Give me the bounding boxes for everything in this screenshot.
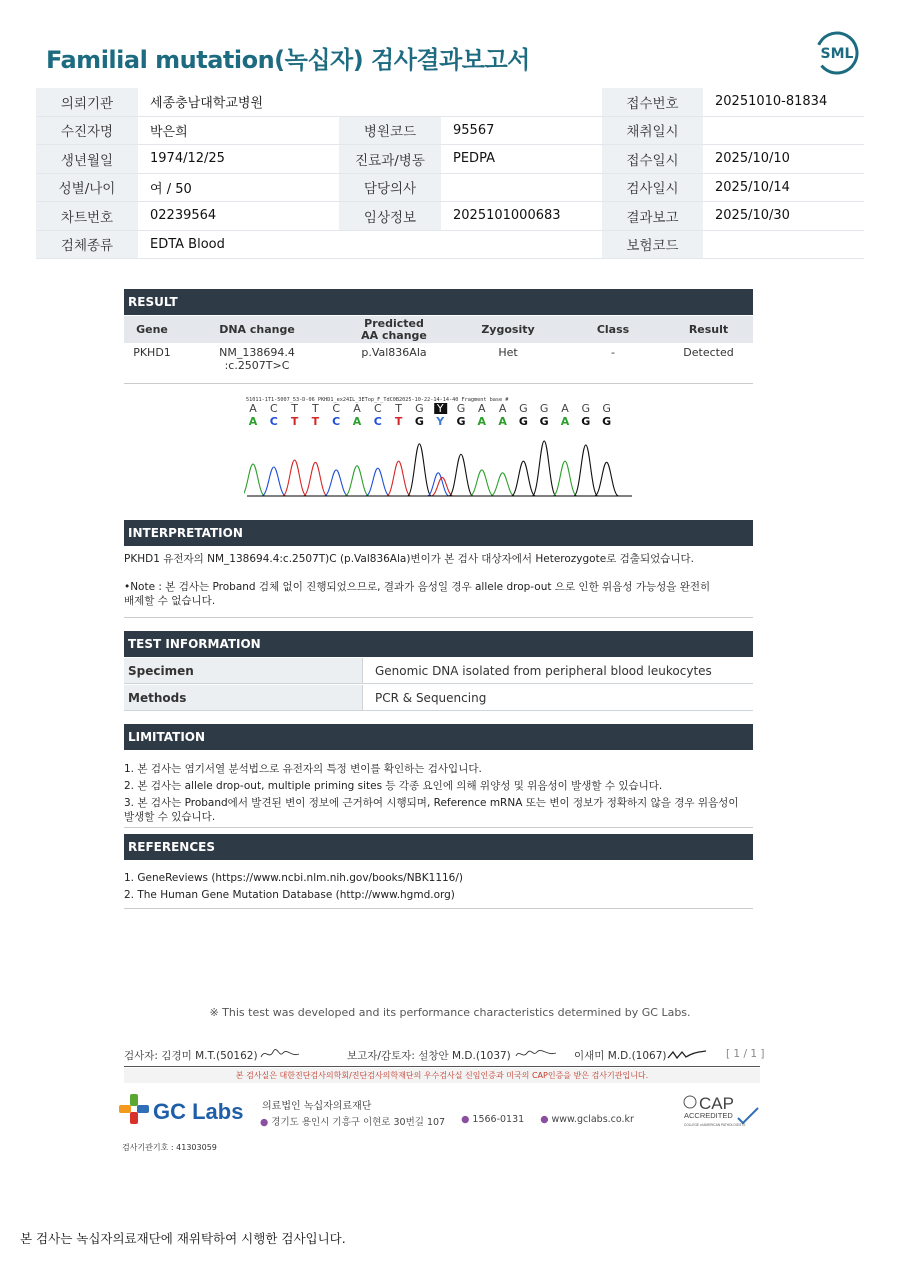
reference-item: 2. The Human Gene Mutation Database (http://www.hgmd.org) [124,889,455,901]
base-call-top: C [332,402,341,415]
divider [124,827,753,828]
info-value: 2025101000683 [453,208,561,224]
base-call-top: G [581,402,591,415]
test-info-value: Genomic DNA isolated from peripheral blood leukocytes [375,663,712,678]
test-info-row-methods [124,685,753,711]
base-call-bottom: T [311,415,320,428]
trace-peak [532,441,556,496]
divider [124,1066,760,1067]
base-call-top: T [312,402,319,415]
info-row [36,117,864,146]
page-indicator: [ 1 / 1 ] [726,1048,765,1060]
examiner: 검사자: 김경미 M.T.(50162) [124,1050,258,1062]
base-call-top: A [249,402,257,415]
gc-labs-logo-text: GC Labs [153,1099,244,1124]
info-label: 접수번호 [602,88,703,116]
base-call-bottom: A [477,415,487,428]
references-heading: REFERENCES [124,834,753,860]
info-value [703,117,864,145]
limitation-heading: LIMITATION [124,724,753,750]
base-call-bottom: G [539,415,549,428]
cap-logo-text: CAP [699,1094,734,1113]
trace-peak [491,473,515,496]
base-call-top: C [269,402,278,415]
trace-peak [407,444,431,496]
divider [124,908,753,909]
phone-icon: ● [461,1114,470,1125]
col-zygosity: Zygosity [481,322,535,336]
base-call-bottom: T [290,415,299,428]
info-value: 2025/10/30 [715,208,790,224]
col-dna-change: DNA change [219,322,295,336]
institution-code: 검사기관기호 : 41303059 [122,1143,217,1152]
base-call-top: C [373,402,382,415]
info-value [441,174,602,202]
trace-peak [283,460,307,496]
info-label: 임상정보 [339,202,441,230]
test-info-key: Methods [124,685,363,710]
info-label: 접수일시 [602,145,703,173]
sml-logo-text: SML [820,46,854,62]
info-label: 결과보고 [602,202,703,230]
base-call-top: G [415,402,424,415]
test-info-value: PCR & Sequencing [375,690,487,705]
info-label: 채취일시 [602,117,703,145]
base-call-bottom: A [498,415,507,428]
test-info-heading: TEST INFORMATION [124,631,753,657]
info-value: 여 / 50 [150,181,192,197]
base-call-top: G [519,402,528,415]
info-value: PEDPA [453,151,495,167]
base-call-bottom: G [602,415,612,428]
base-call-top: T [291,402,298,415]
trace-peak [262,467,286,496]
signature-row [124,1046,765,1064]
chromatogram-caption: 51011-1T1-5007_53-D-06 PKHD1_ex24IL_3ETop_F_TdC0B2025-10-22-14-14-40 Fragment base # [246,397,509,403]
trace-peak [366,468,390,496]
interpretation-heading: INTERPRETATION [124,520,753,546]
info-label: 병원코드 [339,117,441,145]
trace-peak [553,461,577,496]
info-value: 세종충남대학교병원 [150,96,264,112]
address: 경기도 용인시 기흥구 이현로 30번길 107 [271,1117,446,1128]
base-call-bottom: G [456,415,466,428]
result-gene: PKHD1 [133,346,171,359]
info-value: 박은희 [150,124,188,140]
web-icon: ● [540,1114,549,1125]
result-heading: RESULT [124,289,753,315]
bottom-note: 본 검사는 녹십자의료재단에 재위탁하여 시행한 검사입니다. [20,1231,346,1246]
result-dna-change: NM_138694.4 :c.2507T>C [219,346,295,372]
info-value: 95567 [453,122,495,138]
info-value: 20251010-81834 [715,94,828,110]
reviewer: 이새미 M.D.(1067) [574,1050,667,1062]
base-call-top: A [561,402,569,415]
location-icon: ● [260,1117,269,1128]
result-column-headers [124,316,753,343]
info-label: 수진자명 [36,117,138,145]
info-label: 차트번호 [36,202,138,230]
base-call-top: Y [436,402,444,415]
base-call-bottom: C [373,415,382,428]
base-call-top: A [478,402,486,415]
cap-accredited-logo [682,1092,762,1130]
col-class: Class [596,322,630,336]
info-value: 02239564 [150,208,217,224]
contact-info [260,1114,634,1128]
result-class: - [611,346,615,359]
phone: 1566-0131 [472,1114,525,1125]
info-label: 생년월일 [36,145,138,173]
base-call-bottom: A [248,415,258,428]
info-value: 2025/10/14 [715,179,790,195]
trace-peak [511,461,535,496]
trace-peak [345,466,369,496]
base-call-top: A [498,402,507,415]
trace-peak [244,464,265,496]
disclaimer: ※ This test was developed and its performance characteristics determined by GC Labs. [209,1006,691,1019]
info-value [703,231,864,259]
info-value: 2025/10/10 [715,151,790,167]
base-call-bottom: C [332,415,341,428]
col-gene: Gene [136,322,168,336]
trace-peak [595,462,619,496]
info-label: 담당의사 [339,174,441,202]
result-aa-change: p.Val836Ala [361,346,427,359]
info-row [36,202,864,231]
cap-logo-small: COLLEGE of AMERICAN PATHOLOGISTS [684,1123,746,1127]
base-call-bottom: C [269,415,278,428]
col-result: Result [688,322,729,336]
info-label: 의뢰기관 [36,88,138,116]
base-call-bottom: Y [436,415,445,428]
base-call-bottom: A [352,415,362,428]
reporter: 보고자/감토자: 설창안 M.D.(1037) [347,1050,511,1062]
website: www.gclabs.co.kr [551,1114,634,1125]
sml-logo [812,30,862,76]
info-value: 1974/12/25 [150,151,225,167]
trace-peak [324,470,348,496]
base-call-top: G [539,402,549,415]
trace-peak [470,470,494,496]
base-call-top: G [456,402,466,415]
base-call-top: G [602,402,611,415]
certification-note: 본 검사실은 대한진단검사의학회/진단검사의학재단의 우수검사실 신임인증과 미국의 CAP인증을 받은 검사기관입니다. [124,1068,760,1083]
base-call-bottom: G [581,415,591,428]
reviewer-signature-icon [666,1046,708,1062]
page-title: Familial mutation(녹십자) 검사결과보고서 [46,46,530,74]
trace-peak [387,461,411,496]
base-call-top: A [353,402,361,415]
trace-peak [574,445,598,496]
info-row [36,88,864,117]
base-call-bottom: T [394,415,403,428]
info-label: 성별/나이 [36,174,138,202]
reference-item: 1. GeneReviews (https://www.ncbi.nlm.nih.gov/books/NBK1116/) [124,872,463,884]
limitation-item: 1. 본 검사는 염기서열 분석법으로 유전자의 특정 변이를 확인하는 검사입니다. [124,763,482,775]
test-info-key: Specimen [124,658,363,683]
reporter-signature-icon [514,1046,558,1062]
org-name: 의료법인 녹십자의료재단 [262,1101,372,1112]
sequencing-chromatogram [244,392,634,500]
limitation-item: 2. 본 검사는 allele drop-out, multiple priming sites 등 각종 요인에 의해 위양성 및 위음성이 발생할 수 있습니다. [124,780,663,792]
limitation-item: 3. 본 검사는 Proband에서 발견된 변이 정보에 근거하여 시행되며, Reference mRNA 또는 변이 정보가 정확하지 않을 경우 위음성이 발생할 수 있습니다. [124,797,739,823]
patient-info-table [36,88,864,259]
cap-logo-sub: ACCREDITED [684,1111,733,1120]
trace-peak [303,462,327,496]
gc-labs-logo [119,1092,249,1128]
result-row [124,346,753,384]
interpretation-note: •Note : 본 검사는 Proband 검체 없이 진행되었으므로, 결과가 음성일 경우 allele drop-out 으로 인한 위음성 가능성을 완전히 배제할 수 없습니다. [124,581,711,607]
base-call-bottom: G [518,415,528,428]
info-row [36,174,864,203]
result-status: Detected [683,346,734,359]
base-call-top: T [395,402,402,415]
info-label: 검사일시 [602,174,703,202]
test-info-row-specimen [124,658,753,684]
col-aa-change: Predicted AA change [361,316,427,342]
interpretation-text: PKHD1 유전자의 NM_138694.4:c.2507T)C (p.Val836Ala)변이가 본 검사 대상자에서 Heterozygote로 검출되었습니다. [124,553,695,565]
divider [124,617,753,618]
base-call-bottom: G [414,415,424,428]
trace-peak [449,454,473,496]
examiner-signature-icon [259,1046,301,1062]
info-label: 진료과/병동 [339,145,441,173]
info-row [36,231,864,260]
info-label: 검체종류 [36,231,138,259]
result-zygosity: Het [498,346,518,359]
info-label: 보험코드 [602,231,703,259]
info-value: EDTA Blood [150,236,225,252]
base-call-bottom: A [560,415,570,428]
info-row [36,145,864,174]
